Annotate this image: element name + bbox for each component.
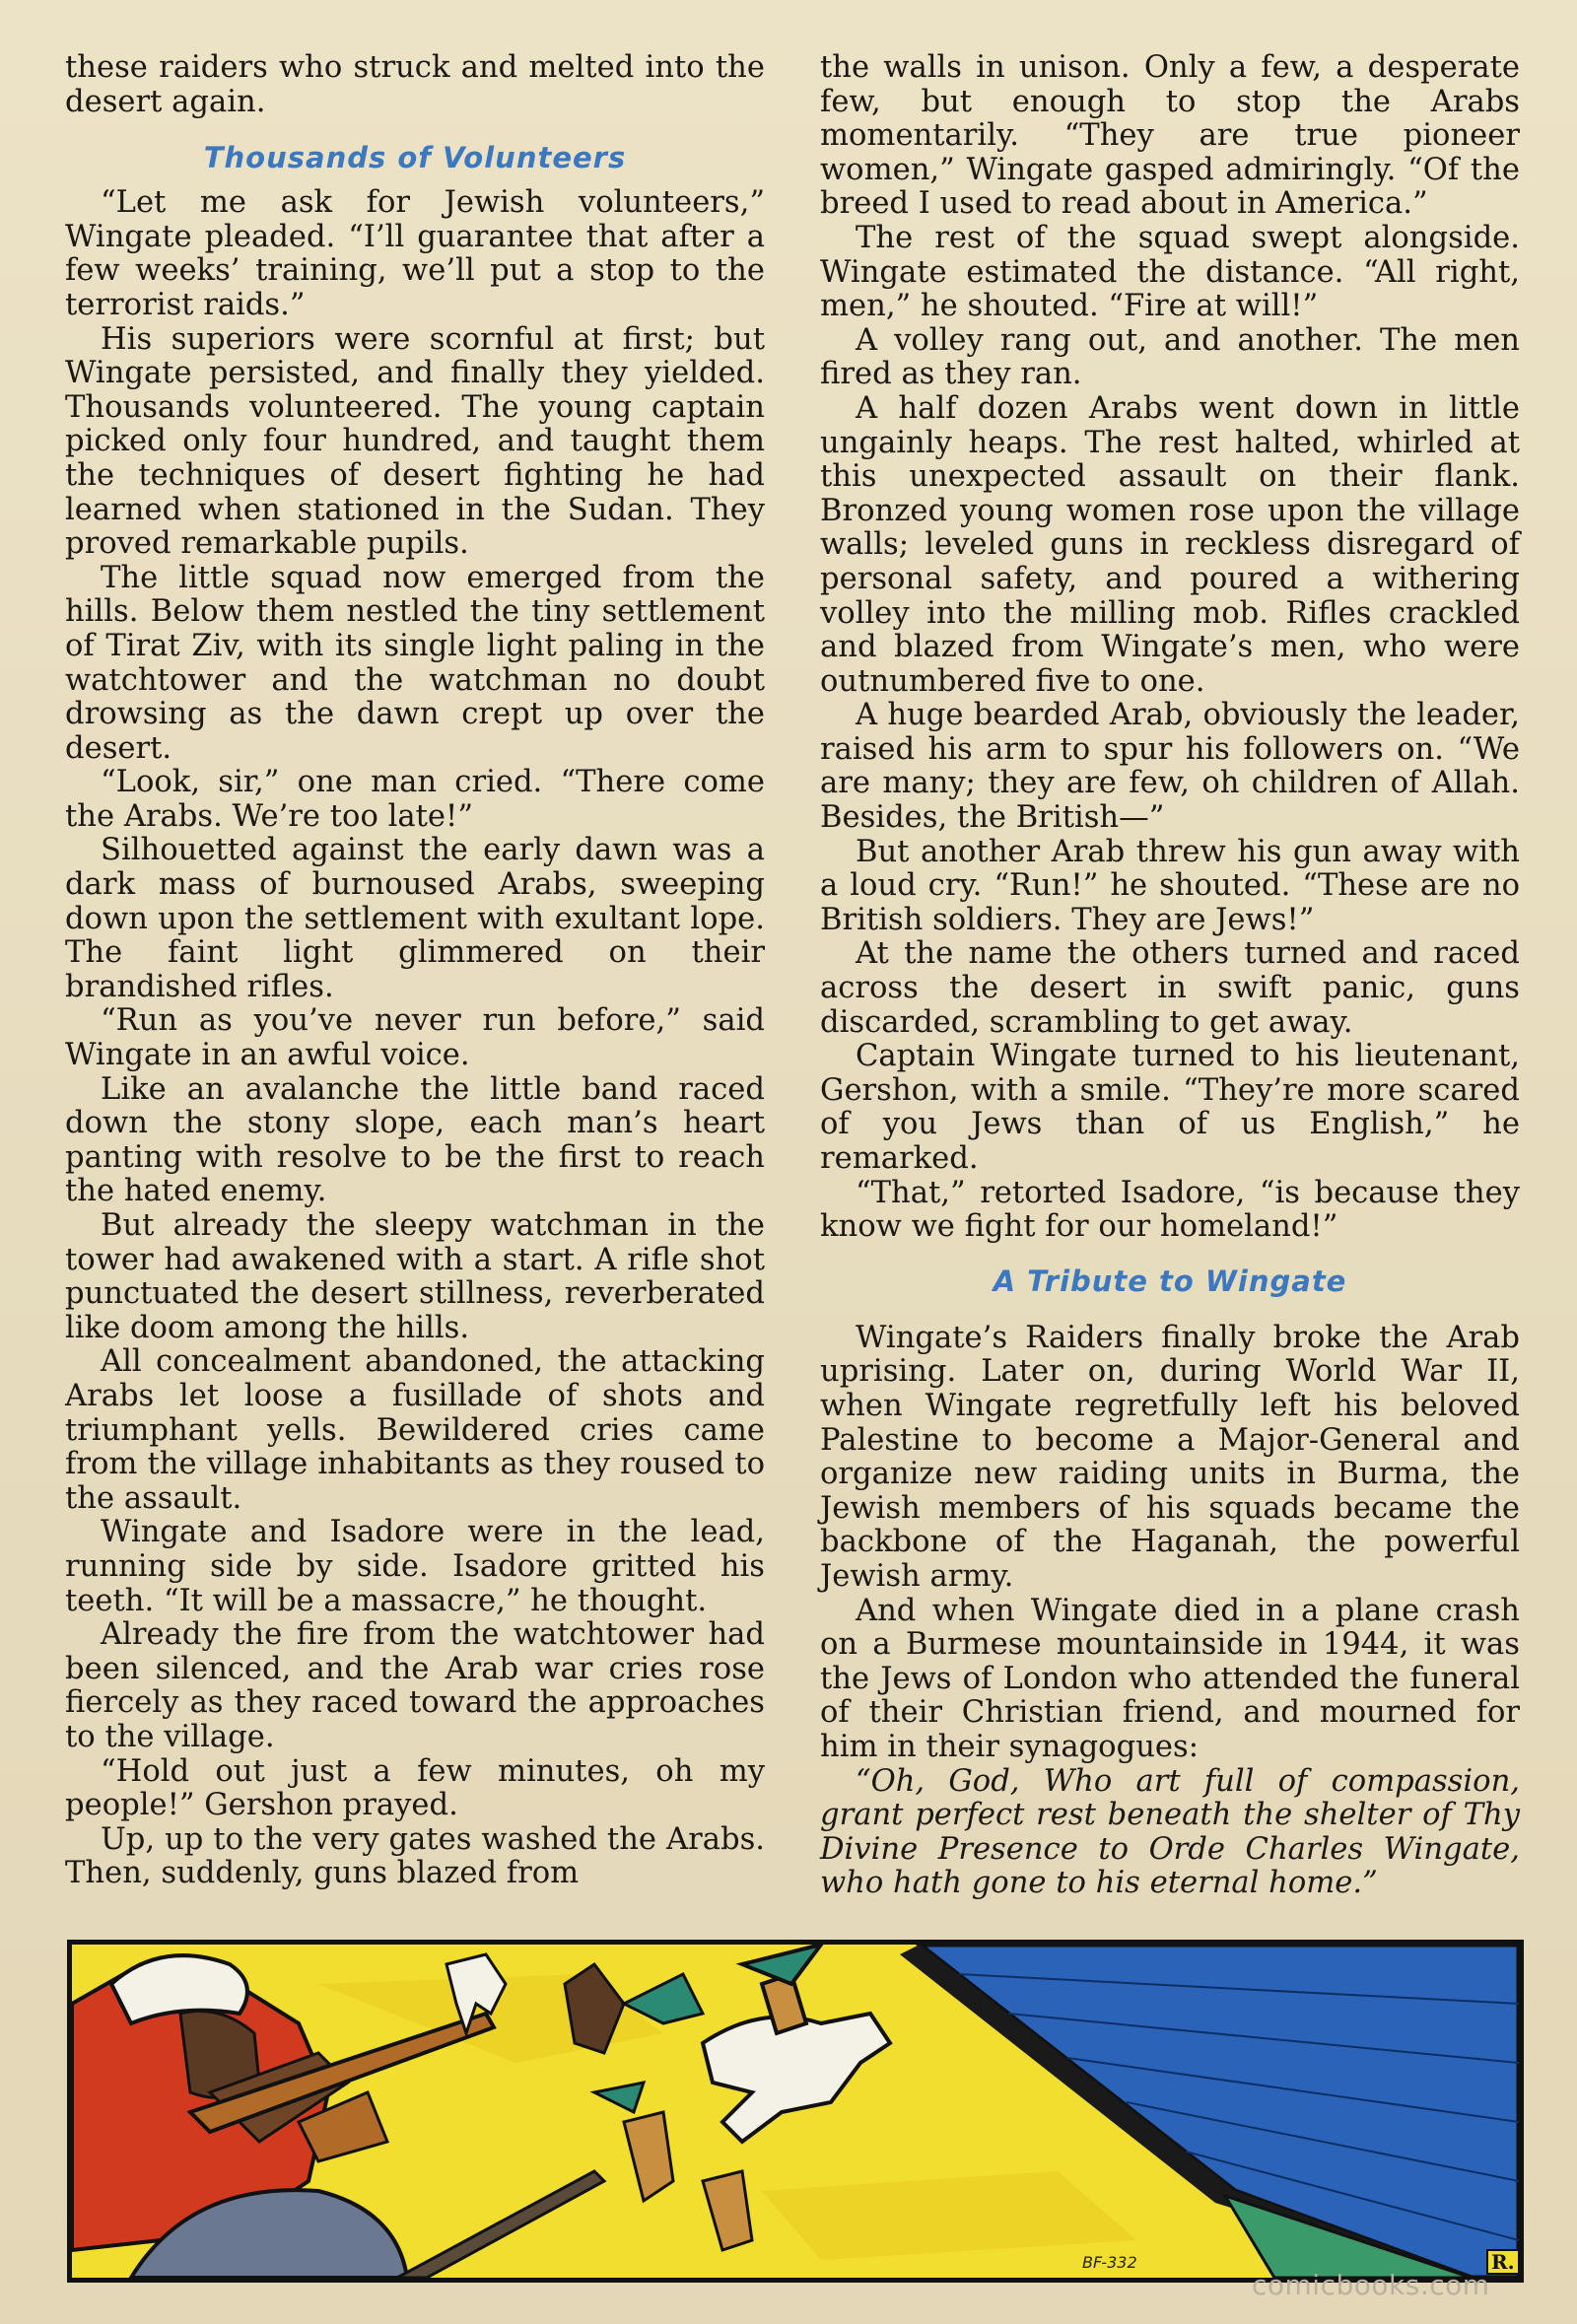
paragraph: The little squad now emerged from the hills. Below them nestled the tiny settlement of Tirat Ziv, with its single light paling in the watchtower and the watchman no doubt drowsing as the dawn crept up over the desert. xyxy=(65,560,765,766)
paragraph: Wingate and Isadore were in the lead, running side by side. Isadore gritted his teeth. “It will be a massacre,” he thought. xyxy=(65,1515,765,1618)
section-heading-tribute: A Tribute to Wingate xyxy=(993,1264,1347,1298)
paragraph: Up, up to the very gates washed the Arabs. Then, suddenly, guns blazed from xyxy=(65,1821,765,1891)
paragraph: A huge bearded Arab, obviously the leader, raised his arm to spur his followers on. “We are many; they are few, oh children of Allah. Besides, the British—” xyxy=(820,698,1520,836)
paragraph: His superiors were scornful at first; but Wingate persisted, and finally they yielded. Thousands volunteered. The young captain picked only four hundred, and taught them the techniques of desert fighting he had learned when stationed in the Sudan. They proved remarkable pupils. xyxy=(65,321,765,562)
paragraph: “Run as you’ve never run before,” said Wingate in an awful voice. xyxy=(65,1003,765,1073)
panel-code: BF-332 xyxy=(1082,2253,1137,2272)
paragraph: “Let me ask for Jewish volunteers,” Wingate pleaded. “I’ll guarantee that after a few weeks’ training, we’ll put a stop to the terrorist raids.” xyxy=(65,185,765,322)
right-column xyxy=(820,51,1520,1901)
left-column xyxy=(65,51,765,1891)
paragraph: Captain Wingate turned to his lieutenant, Gershon, with a smile. “They’re more scared of you Jews than of us English,” he remarked. xyxy=(820,1039,1520,1176)
paragraph: And when Wingate died in a plane crash on a Burmese mountainside in 1944, it was the Jews of London who attended the funeral of their Christian friend, and mourned for him in their synagogues: xyxy=(820,1593,1520,1764)
artist-signature: R. xyxy=(1486,2249,1520,2275)
paragraph: But another Arab threw his gun away with a loud cry. “Run!” he shouted. “These are no British soldiers. They are Jews!” xyxy=(820,834,1520,937)
paragraph: A half dozen Arabs went down in little ungainly heaps. The rest halted, whirled at this unexpected assault on their flank. Bronzed young women rose upon the village walls; leveled guns in reckless disregard of personal safety, and poured a withering volley into the milling mob. Rifles crackled and blazed from Wingate’s men, who were outnumbered five to one. xyxy=(820,390,1520,699)
paragraph: Silhouetted against the early dawn was a dark mass of burnoused Arabs, sweeping down upon the settlement with exultant lope. The faint light glimmered on their brandished rifles. xyxy=(65,833,765,1004)
illustration-panel xyxy=(67,1940,1524,2283)
paragraph: “Look, sir,” one man cried. “There come the Arabs. We’re too late!” xyxy=(65,765,765,834)
paragraph: At the name the others turned and raced across the desert in swift panic, guns discarded, scrambling to get away. xyxy=(820,936,1520,1040)
source-watermark: comicbooks.com xyxy=(1252,2269,1490,2301)
paragraph: A volley rang out, and another. The men fired as they ran. xyxy=(820,322,1520,392)
paragraph: “That,” retorted Isadore, “is because they know we fight for our homeland!” xyxy=(820,1175,1520,1245)
prayer-quote: “Oh, God, Who art full of compassion, grant perfect rest beneath the shelter of Thy Divine Presence to Orde Charles Wingate, who hath gone to his eternal home.” xyxy=(820,1763,1520,1901)
paragraph: Wingate’s Raiders finally broke the Arab uprising. Later on, during World War II, when Wingate regretfully left his beloved Palestine to become a Major-General and organize new raiding units in Burma, the Jewish members of his squads became the backbone of the Haganah, the powerful Jewish army. xyxy=(820,1320,1520,1594)
paragraph: The rest of the squad swept alongside. Wingate estimated the distance. “All right, men,” he shouted. “Fire at will!” xyxy=(820,220,1520,324)
paragraph: the walls in unison. Only a few, a desperate few, but enough to stop the Arabs momentarily. “They are true pioneer women,” Wingate gasped admiringly. “Of the breed I used to read about in America.” xyxy=(820,50,1520,222)
paragraph: Already the fire from the watchtower had been silenced, and the Arab war cries rose fiercely as they raced toward the approaches to the village. xyxy=(65,1617,765,1754)
battle-illustration xyxy=(72,1945,1519,2278)
paragraph: these raiders who struck and melted into the desert again. xyxy=(65,50,765,119)
paragraph: All concealment abandoned, the attacking Arabs let loose a fusillade of shots and triumphant yells. Bewildered cries came from the village inhabitants as they roused to the assault. xyxy=(65,1344,765,1516)
paragraph: But already the sleepy watchman in the tower had awakened with a start. A rifle shot punctuated the desert stillness, reverberated like doom among the hills. xyxy=(65,1208,765,1345)
paragraph: Like an avalanche the little band raced down the stony slope, each man’s heart panting with resolve to be the first to reach the hated enemy. xyxy=(65,1071,765,1209)
section-heading-volunteers: Thousands of Volunteers xyxy=(203,141,627,175)
paragraph: “Hold out just a few minutes, oh my people!” Gershon prayed. xyxy=(65,1753,765,1823)
